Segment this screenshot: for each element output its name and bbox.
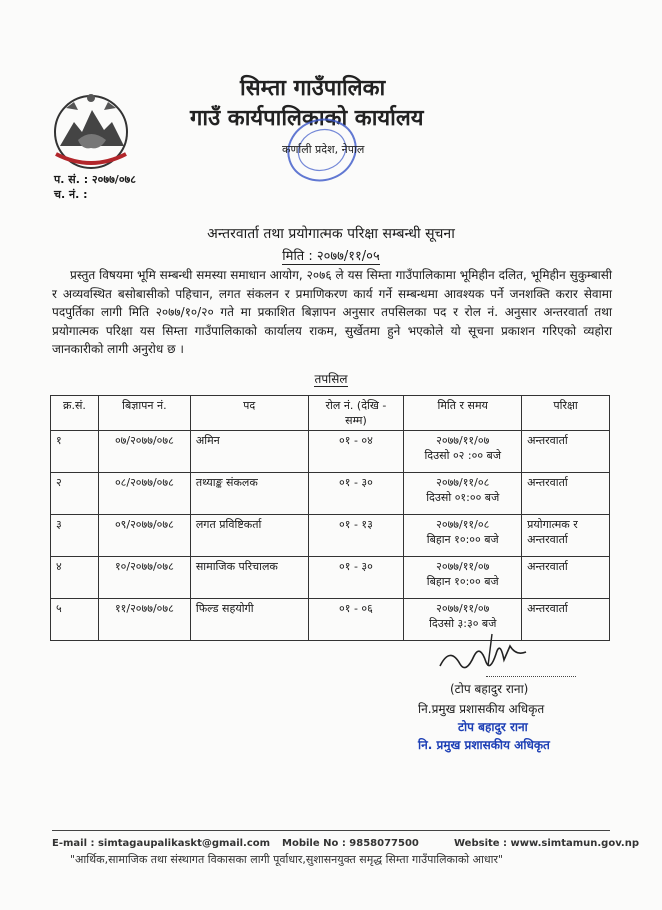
- cell-post: लगत प्रविष्टिकर्ता: [190, 515, 308, 557]
- name-stamp: टोप बहादुर राना: [458, 720, 528, 734]
- cell-roll: ०१ - ०४: [308, 431, 404, 473]
- cell-exam: अन्तरवार्ता: [522, 431, 610, 473]
- footer-divider: [52, 830, 610, 831]
- table-row: [51, 557, 610, 599]
- col-header-adv: बिज्ञापन नं.: [98, 396, 190, 431]
- col-header-post: पद: [190, 396, 308, 431]
- cell-exam: अन्तरवार्ता: [522, 599, 610, 641]
- notice-title: अन्तरवार्ता तथा प्रयोगात्मक परिक्षा सम्बन्धी सूचना: [207, 226, 455, 242]
- cell-adv: ०८/२०७७/०७८: [98, 473, 190, 515]
- cell-roll: ०१ - ३०: [308, 473, 404, 515]
- dispatch-number: च. नं. :: [54, 188, 88, 201]
- table-row: [51, 515, 610, 557]
- cell-adv: ०७/२०७७/०७८: [98, 431, 190, 473]
- cell-adv: १०/२०७७/०७८: [98, 557, 190, 599]
- cell-post: तथ्याङ्क संकलक: [190, 473, 308, 515]
- cell-time: बिहान १०:०० बजे: [426, 533, 499, 546]
- cell-time: दिउसो ०१:०० बजे: [426, 491, 500, 504]
- municipality-name: सिम्ता गाउँपालिका: [240, 76, 386, 101]
- notice-date-wrapper: [0, 246, 662, 264]
- cell-roll: ०१ - ०६: [308, 599, 404, 641]
- table-header-row: [51, 396, 610, 431]
- cell-date: २०७७/११/०७: [436, 434, 490, 447]
- cell-datetime: [404, 557, 522, 599]
- col-header-datetime: मिति र समय: [404, 396, 522, 431]
- handwritten-signature: [430, 626, 560, 686]
- cell-exam: अन्तरवार्ता: [522, 557, 610, 599]
- footer-motto: "आर्थिक,सामाजिक तथा संस्थागत विकासका लागी पूर्वाधार,सुशासनयुक्त समृद्ध सिम्ता गाउँपालिकाको आधार": [70, 853, 504, 866]
- col-header-exam: परिक्षा: [522, 396, 610, 431]
- cell-sn: ३: [51, 515, 99, 557]
- cell-exam: अन्तरवार्ता: [522, 473, 610, 515]
- cell-time: दिउसो ३:३० बजे: [429, 617, 497, 630]
- table-row: [51, 431, 610, 473]
- province-address: कर्णाली प्रदेश, नेपाल: [282, 143, 365, 156]
- cell-datetime: [404, 473, 522, 515]
- cell-roll: ०१ - ३०: [308, 557, 404, 599]
- signatory-name: (टोप बहादुर राना): [450, 682, 529, 696]
- cell-date: २०७७/११/०७: [436, 602, 490, 615]
- nepal-emblem-logo: [48, 88, 134, 174]
- cell-time: दिउसो ०२ :०० बजे: [424, 449, 501, 462]
- cell-post: अमिन: [190, 431, 308, 473]
- cell-sn: ५: [51, 599, 99, 641]
- cell-sn: १: [51, 431, 99, 473]
- cell-roll: ०१ - १३: [308, 515, 404, 557]
- details-heading: तपसिल: [314, 372, 348, 386]
- signatory-designation: नि.प्रमुख प्रशासकीय अधिकृत: [418, 702, 545, 716]
- col-header-sn: क्र.सं.: [51, 396, 99, 431]
- cell-datetime: [404, 431, 522, 473]
- notice-date: मिति : २०७७/११/०५: [282, 249, 380, 264]
- reference-number: प. सं. : २०७७/०७८: [54, 173, 136, 186]
- cell-post: सामाजिक परिचालक: [190, 557, 308, 599]
- cell-post: फिल्ड सहयोगी: [190, 599, 308, 641]
- notice-body: [52, 266, 612, 359]
- table-row: [51, 473, 610, 515]
- notice-body-text: प्रस्तुत विषयमा भूमि सम्बन्धी समस्या समाधान आयोग, २०७६ ले यस सिम्ता गाउँपालिकामा भूमिहीन दलित, भूमिहीन सुकुम्बासी र अव्यवस्थित बसोबासीको पहिचान, लगत संकलन र प्रमाणिकरण कार्य गर्ने सम्बन्धमा आवश्यक पर्ने जनशक्ति करार सेवामा पदपुर्तिका लागी मिति २०७७/१०/२० गते मा प्रकाशित बिज्ञापन अनुसार तपसिलका पद र रोल नं. अनुसार अन्तरवार्ता तथा प्रयोगात्मक परिक्षा यस सिम्ता गाउँपालिकाको कार्यालय राकम, सुर्खेतमा हुने भएकोले यो सूचना प्रकाशन गरिएको व्यहोरा जानकारीको लागी अनुरोध छ ।: [52, 268, 612, 356]
- details-heading-wrapper: [0, 370, 662, 387]
- cell-date: २०७७/११/०८: [436, 476, 490, 489]
- cell-adv: ११/२०७७/०७८: [98, 599, 190, 641]
- cell-sn: ४: [51, 557, 99, 599]
- schedule-table: [50, 395, 610, 641]
- cell-datetime: [404, 515, 522, 557]
- footer-mobile: Mobile No : 9858077500: [282, 838, 419, 849]
- signature-line: [486, 676, 576, 677]
- cell-date: २०७७/११/०७: [436, 560, 490, 573]
- cell-exam: प्रयोगात्मक र अन्तरवार्ता: [522, 515, 610, 557]
- col-header-roll: रोल नं. (देखि - सम्म): [308, 396, 404, 431]
- cell-sn: २: [51, 473, 99, 515]
- footer-email: E-mail : simtagaupalikaskt@gmail.com: [52, 838, 271, 849]
- designation-stamp: नि. प्रमुख प्रशासकीय अधिकृत: [418, 738, 550, 752]
- footer-website: Website : www.simtamun.gov.np: [454, 838, 639, 849]
- cell-adv: ०९/२०७७/०७८: [98, 515, 190, 557]
- cell-date: २०७७/११/०८: [436, 518, 490, 531]
- office-name: गाउँ कार्यपालिकाको कार्यालय: [190, 106, 424, 131]
- cell-time: बिहान १०:०० बजे: [426, 575, 499, 588]
